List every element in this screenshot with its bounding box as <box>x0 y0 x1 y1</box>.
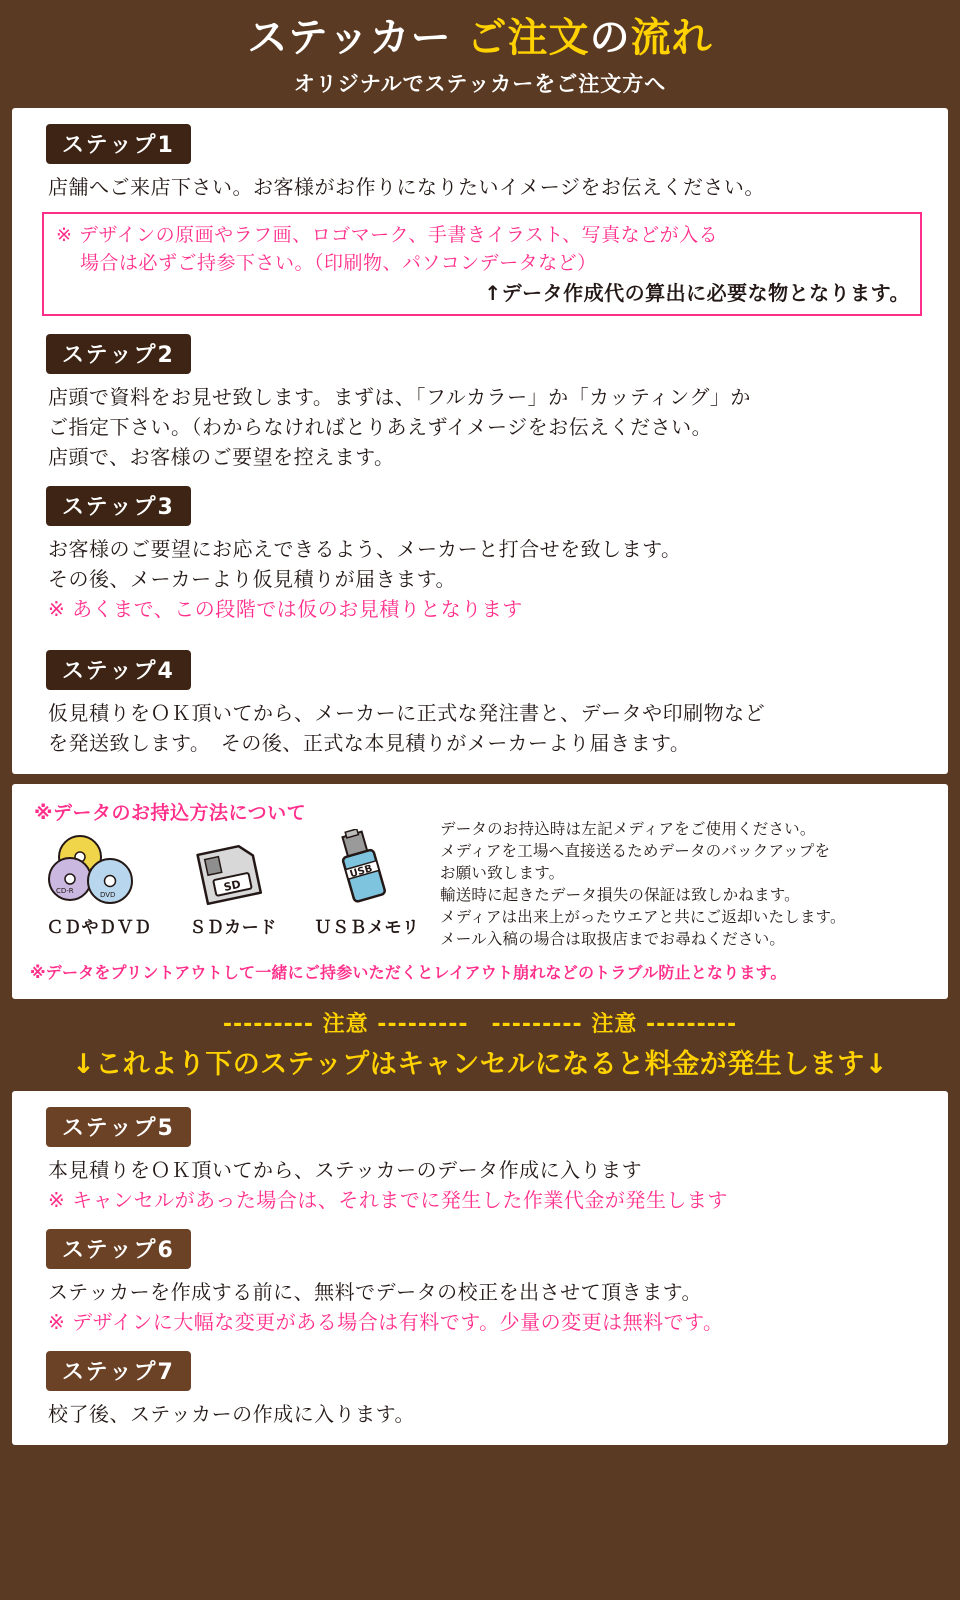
media-label-usb: ＵＳＢメモリ <box>314 918 420 939</box>
page-header <box>12 0 948 108</box>
svg-text:USB: USB <box>348 863 374 881</box>
step-2-chip: ステップ2 <box>46 334 191 374</box>
media-footer-note: ※データをプリントアウトして一緒にご持参いただくとレイアウト崩れなどのトラブル防止となります。 <box>30 963 787 983</box>
steps-panel-top <box>12 108 948 774</box>
spacer <box>30 624 930 636</box>
step-5-chip: ステップ5 <box>46 1107 191 1147</box>
step-7-chip: ステップ7 <box>46 1351 191 1391</box>
step-3-chip: ステップ3 <box>46 486 191 526</box>
step-3 <box>30 484 930 624</box>
step-2-line-1: 店頭で資料をお見せ致します。まずは、「フルカラー」か「カッティング」か <box>48 385 751 410</box>
page-title-part1: ステッカー <box>247 15 452 61</box>
media-notes <box>440 798 930 950</box>
svg-text:SD: SD <box>222 877 243 895</box>
step-6-line-1: ステッカーを作成する前に、無料でデータの校正を出させて頂きます。 <box>48 1280 702 1305</box>
step-7-line-1: 校了後、ステッカーの作成に入ります。 <box>48 1402 415 1427</box>
step-1-note-line-1: ※ デザインの原画やラフ画、ロゴマーク、手書きイラスト、写真などが入る <box>56 224 719 246</box>
page-subtitle: オリジナルでステッカーをご注文方へ <box>293 72 667 96</box>
media-label-cd-dvd: ＣＤやＤＶＤ <box>46 918 152 939</box>
step-4-line-2: を発送致します。 その後、正式な本見積りがメーカーより届きます。 <box>48 731 691 756</box>
step-2 <box>30 332 930 472</box>
media-note-line-2: メディアを工場へ直接送るためデータのバックアップを <box>440 842 831 861</box>
step-5-pink-note: ※ キャンセルがあった場合は、それまでに発生した作業代金が発生します <box>48 1188 728 1213</box>
step-5-line-1: 本見積りをＯＫ頂いてから、ステッカーのデータ作成に入ります <box>48 1158 643 1183</box>
caution-band <box>12 999 948 1091</box>
step-1-note-box <box>42 212 922 316</box>
step-1 <box>30 122 930 316</box>
sd-card-icon <box>178 833 278 909</box>
spacer <box>30 1337 930 1349</box>
media-note-line-1: データのお持込時は左記メディアをご使用ください。 <box>440 820 816 839</box>
caution-row-2: ↓これより下のステップはキャンセルになると料金が発生します↓ <box>72 1049 888 1081</box>
step-3-pink-note: ※ あくまで、この段階では仮のお見積りとなります <box>48 597 523 622</box>
step-3-line-2: その後、メーカーより仮見積りが届きます。 <box>48 567 456 592</box>
page-title-part2: ご注文 <box>466 15 590 61</box>
media-note-line-5: メディアは出来上がったウエアと共にご返却いたします。 <box>440 908 846 927</box>
step-2-line-3: 店頭で、お客様のご要望を控えます。 <box>48 445 395 470</box>
media-note-line-6: メール入稿の場合は取扱店までお尋ねください。 <box>440 930 786 949</box>
step-4-chip: ステップ4 <box>46 650 191 690</box>
media-panel <box>12 784 948 999</box>
caution-row-1: --------- 注意 --------- --------- 注意 --------- <box>222 1012 738 1038</box>
media-note-line-4: 輸送時に起きたデータ損失の保証は致しかねます。 <box>440 886 800 905</box>
spacer <box>30 320 930 332</box>
step-1-chip: ステップ1 <box>46 124 191 164</box>
steps-panel-bottom <box>12 1091 948 1445</box>
step-4 <box>30 648 930 758</box>
usb-memory-icon <box>312 829 412 909</box>
media-item-cd-dvd <box>44 833 154 938</box>
media-note-line-3: お願い致します。 <box>440 864 565 883</box>
svg-text:CD-R: CD-R <box>56 887 74 896</box>
page-title-part4: 流れ <box>630 15 713 61</box>
step-6-chip: ステップ6 <box>46 1229 191 1269</box>
spacer <box>30 1215 930 1227</box>
media-heading: ※データのお持込方法について <box>34 802 307 825</box>
step-6 <box>30 1227 930 1337</box>
media-label-sd-card: ＳＤカード <box>189 918 277 939</box>
step-7 <box>30 1349 930 1429</box>
step-5 <box>30 1105 930 1215</box>
step-1-line-1: 店舗へご来店下さい。お客様がお作りになりたいイメージをお伝えください。 <box>48 175 765 199</box>
svg-text:DVD: DVD <box>100 891 116 900</box>
spacer <box>30 636 930 648</box>
step-1-note-line-2: 場合は必ずご持参下さい。（印刷物、パソコンデータなど） <box>80 251 597 274</box>
media-item-sd-card <box>178 833 288 938</box>
spacer <box>30 472 930 484</box>
media-left-column <box>30 798 430 950</box>
step-4-line-1: 仮見積りをＯＫ頂いてから、メーカーに正式な発注書と、データや印刷物など <box>48 701 766 726</box>
page-title-part3: の <box>589 15 631 61</box>
step-3-line-1: お客様のご要望にお応えできるよう、メーカーと打合せを致します。 <box>48 537 682 562</box>
step-6-pink-note: ※ デザインに大幅な変更がある場合は有料です。少量の変更は無料です。 <box>48 1310 724 1335</box>
step-1-note-line-3: ↑データ作成代の算出に必要な物となります。 <box>484 281 910 306</box>
media-item-usb <box>312 829 422 938</box>
step-2-line-2: ご指定下さい。（わからなければとりあえずイメージをお伝えください。 <box>48 415 713 440</box>
disc-icon <box>44 833 154 909</box>
page-title <box>12 16 948 60</box>
